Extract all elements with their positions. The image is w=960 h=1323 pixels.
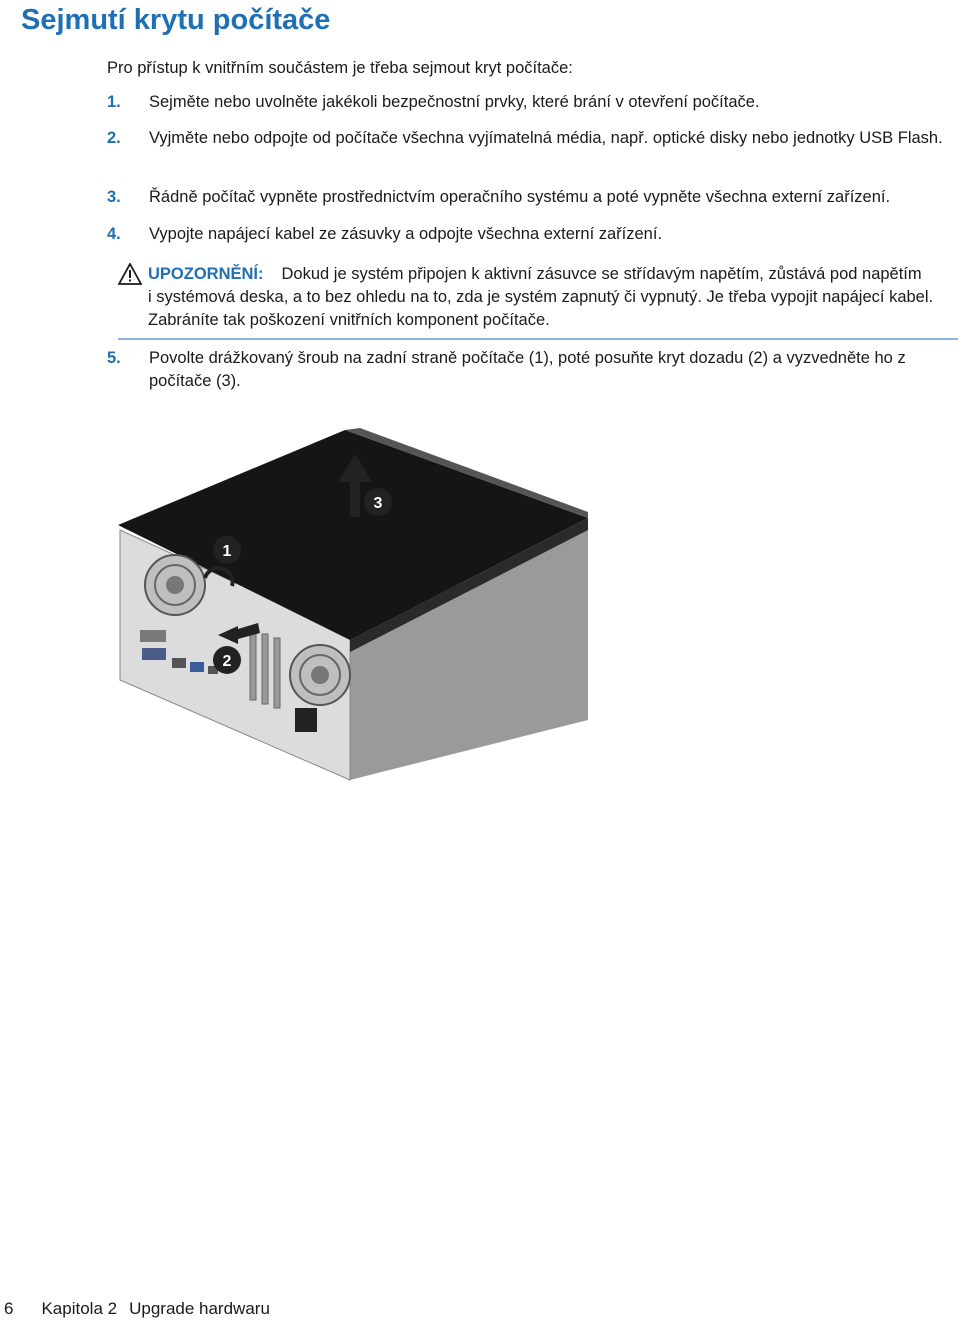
chapter-label: Kapitola 2 [41, 1299, 118, 1318]
step-number: 5. [107, 349, 121, 367]
callout-label: 1 [222, 543, 232, 560]
callout-label: 3 [373, 495, 383, 512]
page-number: 6 [4, 1299, 14, 1318]
step-text: Povolte drážkovaný šroub na zadní straně počítače (1), poté posuňte kryt dozadu (2) a vyzvedněte ho z počítače (3). [149, 349, 906, 390]
step-number: 2. [107, 129, 121, 147]
step-text: Řádně počítač vypněte prostřednictvím operačního systému a poté vypněte všechna externí zařízení. [149, 188, 891, 206]
callout-1 [213, 536, 241, 564]
page-footer [4, 1299, 270, 1319]
computer-illustration [110, 390, 610, 790]
caution-label: UPOZORNĚNÍ: [148, 265, 264, 283]
step-1 [107, 91, 957, 114]
page-title: Sejmutí krytu počítače [21, 4, 331, 36]
step-text: Sejměte nebo uvolněte jakékoli bezpečnostní prvky, které brání v otevření počítače. [149, 93, 760, 111]
callout-3 [364, 488, 392, 516]
step-text: Vypojte napájecí kabel ze zásuvky a odpojte všechna externí zařízení. [149, 225, 663, 243]
step-number: 4. [107, 225, 121, 243]
warning-icon [118, 263, 142, 285]
caution-first-line: Dokud je systém připojen k aktivní zásuvce se střídavým napětím, zůstává pod napětím [281, 265, 922, 283]
step-5 [107, 347, 957, 393]
section-label: Upgrade hardwaru [129, 1299, 270, 1318]
step-3 [107, 186, 957, 209]
callout-2 [213, 646, 241, 674]
step-4 [107, 223, 957, 246]
caution-rest: i systémová deska, a to bez ohledu na to, zda je systém zapnutý či vypnutý. Je třeba vypojit napájecí kabel. Zabráníte tak poškození vnitřních komponent počítače. [148, 288, 934, 329]
step-2 [107, 127, 957, 150]
step-number: 3. [107, 188, 121, 206]
callout-label: 2 [222, 653, 232, 670]
step-number: 1. [107, 93, 121, 111]
step-text: Vyjměte nebo odpojte od počítače všechna vyjímatelná média, např. optické disky nebo jednotky USB Flash. [149, 129, 943, 147]
intro-text: Pro přístup k vnitřním součástem je třeba sejmout kryt počítače: [107, 59, 573, 77]
caution-box [118, 263, 958, 340]
